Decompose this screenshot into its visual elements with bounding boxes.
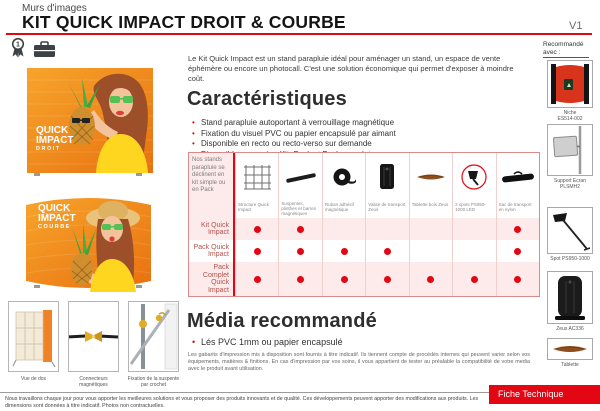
pack-comparison-table xyxy=(188,152,540,297)
footer-note: Nous travaillons chaque jour pour vous apporter les meilleures solutions et vous proposer des produits innovants et de qualité. Ces développements peuvent apporter des modifications aux produits. Les dimensions sont données à titre indicatif. Photos non contractuelles. xyxy=(5,396,479,409)
detail-image-back-view xyxy=(8,301,59,372)
recommended-product-label xyxy=(540,362,600,368)
availability-cell xyxy=(365,240,408,262)
included-dot-icon xyxy=(254,226,261,233)
availability-cell xyxy=(365,262,408,296)
availability-cell xyxy=(409,262,452,296)
availability-cell xyxy=(278,240,321,262)
availability-cell xyxy=(496,218,539,240)
column-label: Structure Quick Impact xyxy=(238,202,270,212)
recommended-product-label xyxy=(540,256,600,262)
footer-divider xyxy=(0,392,489,393)
availability-cell xyxy=(496,262,539,296)
photo-title: QUICK IMPACT xyxy=(38,203,76,224)
recommended-product-label xyxy=(540,110,600,122)
photo-variant: DROIT xyxy=(36,146,61,152)
included-dot-icon xyxy=(471,276,478,283)
photo-text-courbe xyxy=(38,204,90,231)
niche-image xyxy=(549,62,591,106)
sidebar-divider xyxy=(543,57,589,58)
detail-caption: Connecteurs magnétiques xyxy=(79,376,108,388)
print-disclaimer: Les gabarits d'impression mis à disposition sont fournis à titre indicatif. Ils tiennent compte de procédés internes qui peuvent varier selon vos équipements, matières & finitions. En cas d'impression par vos soins, il vous appartient de tester au préalable la compatibilité de votre media avec le produit avant utilisation. xyxy=(188,352,530,372)
page-title: KIT QUICK IMPACT DROIT & COURBE xyxy=(22,12,346,32)
wood-shelf-icon xyxy=(410,153,452,201)
product-label-line1: Zeus AC336 xyxy=(556,326,584,332)
detail-image-hook-fixing xyxy=(128,301,179,372)
column-label: 2 spots PS950-1000 LED xyxy=(455,202,486,212)
recommended-product-support-ecran xyxy=(547,124,593,176)
screen-mount-image xyxy=(549,126,591,174)
magnetic-tape-roll-icon xyxy=(323,153,365,201)
table-row-pack-complet xyxy=(189,262,539,296)
product-label-line2: ES514-002 xyxy=(557,116,583,122)
structure-frame-icon xyxy=(236,153,278,201)
recommended-product-zeus xyxy=(547,271,593,324)
included-dot-icon xyxy=(384,276,391,283)
column-spots xyxy=(452,153,495,218)
zeus-case-image xyxy=(549,273,591,322)
recommended-with-heading: Recommandé avec : xyxy=(543,41,584,56)
availability-cell xyxy=(452,218,495,240)
availability-cell xyxy=(235,262,278,296)
availability-cell xyxy=(452,240,495,262)
availability-cell xyxy=(278,262,321,296)
photo-text-droit xyxy=(36,126,88,153)
included-dot-icon xyxy=(254,248,261,255)
recommended-product-label xyxy=(540,326,600,332)
availability-cell xyxy=(322,218,365,240)
included-dot-icon xyxy=(297,248,304,255)
column-label: Tablette bois Zeus xyxy=(411,202,449,207)
tablette-image xyxy=(549,340,591,358)
product-label-line1: Niche xyxy=(563,110,577,116)
recommended-product-tablette xyxy=(547,338,593,360)
characteristics-heading: Caractéristiques xyxy=(187,88,347,110)
product-label-line1: Spot PS950-1000 xyxy=(550,256,590,262)
fiche-technique-badge: Fiche Technique xyxy=(489,385,600,404)
detail-image-magnetic-connectors xyxy=(68,301,119,372)
column-label: Sac de transport en nylon xyxy=(498,202,532,212)
characteristic-item: • Fixation du visuel PVC ou papier encapsulé par aimant xyxy=(191,129,396,140)
availability-cell xyxy=(235,218,278,240)
included-dot-icon xyxy=(427,276,434,283)
included-dot-icon xyxy=(514,248,521,255)
availability-cell xyxy=(409,240,452,262)
availability-cell xyxy=(496,240,539,262)
column-structure xyxy=(235,153,278,218)
recommended-product-label xyxy=(540,178,600,190)
recommended-product-spot xyxy=(547,207,593,254)
transport-case-icon xyxy=(366,153,408,201)
column-valise xyxy=(365,153,408,218)
included-dot-icon xyxy=(297,276,304,283)
led-spot-icon xyxy=(453,153,495,201)
availability-cell xyxy=(278,218,321,240)
title-divider xyxy=(6,33,592,35)
row-label: Pack Quick Impact xyxy=(189,240,235,262)
product-description: Le Kit Quick Impact est un stand parapluie idéal pour aménager un stand, un espace de vente éphémère ou encore un photocall. C'est une solution économique qui permet d'exposer à moindre coût. xyxy=(188,54,514,83)
column-label: Suspentes, plinthes et barres magnétiques xyxy=(281,201,316,216)
availability-cell xyxy=(365,218,408,240)
category-label: Murs d'images xyxy=(22,3,87,14)
availability-cell xyxy=(452,262,495,296)
column-tablette xyxy=(409,153,452,218)
column-label: Ruban adhésif magnétique xyxy=(324,202,354,212)
magnetic-bar-icon xyxy=(279,153,321,200)
availability-cell xyxy=(235,240,278,262)
award-medal-icon xyxy=(10,37,26,63)
product-photo-quick-impact-droit xyxy=(24,66,156,177)
column-label: Valise de transport Zeus xyxy=(368,202,406,212)
product-photo-quick-impact-courbe xyxy=(20,189,157,296)
media-list xyxy=(191,337,343,347)
photo-title: QUICK IMPACT xyxy=(36,125,74,146)
column-sac xyxy=(496,153,539,218)
svg-text:1: 1 xyxy=(16,41,20,49)
included-dot-icon xyxy=(514,276,521,283)
characteristic-item: • Stand parapluie autoportant à verrouillage magnétique xyxy=(191,118,396,129)
detail-caption: Fixation de la suspente par crochet xyxy=(127,376,180,388)
product-label-line1: Support Ecran xyxy=(554,178,586,184)
spotlight-image xyxy=(549,209,591,252)
detail-caption: Vue de dos xyxy=(20,376,47,382)
availability-cell xyxy=(322,240,365,262)
table-header-row xyxy=(189,153,539,218)
media-item: • Lés PVC 1mm ou papier encapsulé xyxy=(191,337,343,347)
included-dot-icon xyxy=(341,248,348,255)
column-ruban xyxy=(322,153,365,218)
table-intro-cell: Nos stands parapluie se déclinent en kit simple ou en Pack xyxy=(189,153,235,218)
included-dot-icon xyxy=(297,226,304,233)
briefcase-icon xyxy=(33,41,56,63)
availability-cell xyxy=(322,262,365,296)
nylon-bag-icon xyxy=(497,153,539,201)
version-label: V1 xyxy=(569,20,583,32)
photo-variant: COURBE xyxy=(38,224,71,230)
media-heading: Média recommandé xyxy=(187,310,377,332)
column-suspentes xyxy=(278,153,321,218)
table-row-pack xyxy=(189,240,539,262)
row-label: Kit Quick Impact xyxy=(189,218,235,240)
included-dot-icon xyxy=(254,276,261,283)
included-dot-icon xyxy=(514,226,521,233)
recommended-product-niche xyxy=(547,60,593,108)
header-icons xyxy=(10,37,56,63)
availability-cell xyxy=(409,218,452,240)
row-label: Pack Complet Quick Impact xyxy=(189,262,235,296)
quick-impact-droit-image xyxy=(24,66,156,177)
included-dot-icon xyxy=(341,276,348,283)
product-label-line2: PLSMH2 xyxy=(559,184,580,190)
product-label-line1: Tablette xyxy=(561,362,579,368)
table-row-kit xyxy=(189,218,539,240)
characteristic-item: • Disponible en recto ou recto-verso sur demande xyxy=(191,139,396,150)
included-dot-icon xyxy=(384,248,391,255)
